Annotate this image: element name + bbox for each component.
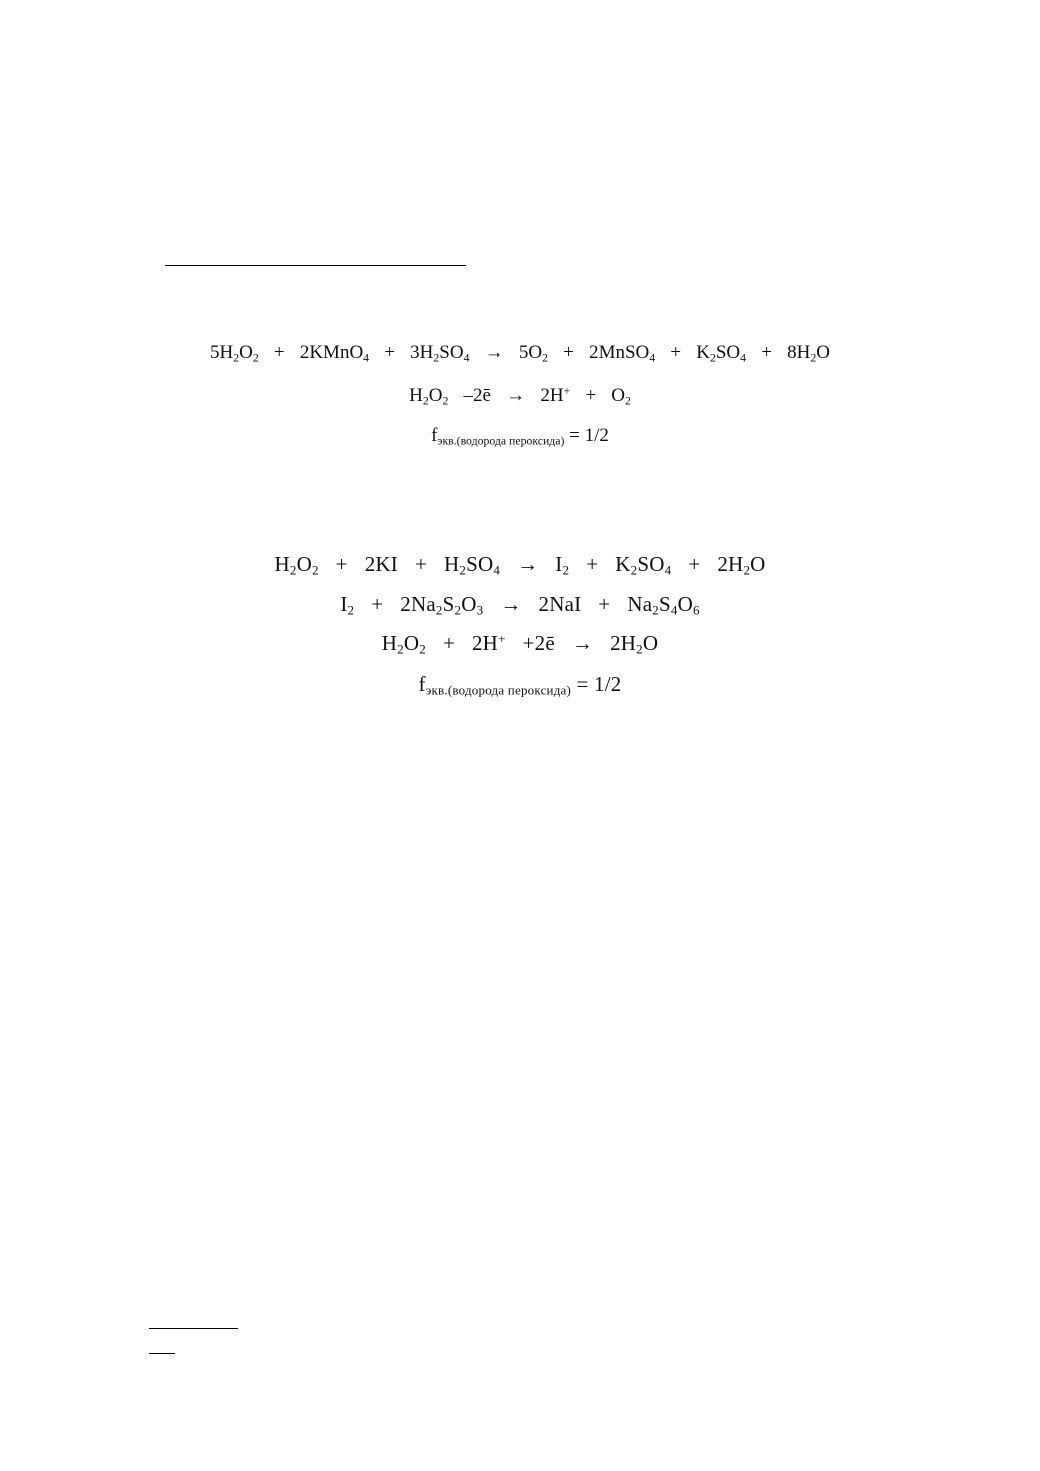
permanganate-reaction-equation: $5H_2O_2$ + 2KMnO$_4$ + $3H_2SO_4 \to 5O_2$ + 2MnSO$_4$ + $K_2SO_4 + 8H_2O$ xyxy=(209,342,830,365)
peroxide-half-reaction-reduction: $H_2O_2 + 2H^+$ +2ē → $2H_2O$ xyxy=(381,630,659,657)
top-divider-line xyxy=(165,265,466,266)
equivalence-factor-line-1: $f_{экв.(водорода пероксида)} = 1/2$ xyxy=(431,425,609,448)
footnote-short-line xyxy=(149,1353,175,1354)
equivalence-factor-line-2: $f_{экв.(водорода пероксида)} = 1/2$ xyxy=(418,672,622,698)
peroxide-half-reaction-oxidation: $H_2O_2$ –2ē → $2H^+ + O_2$ xyxy=(409,384,631,408)
footnote-divider-line xyxy=(149,1328,238,1329)
thiosulfate-titration-equation: $I_2 + 2Na_2S_2O_3 \to 2NaI + Na_2S_4O_6$ xyxy=(340,592,700,618)
iodide-reaction-equation: $H_2O_2 + 2KI + H_2SO_4 \to I_2 + K_2SO_4 + 2H_2O$ xyxy=(274,552,766,578)
